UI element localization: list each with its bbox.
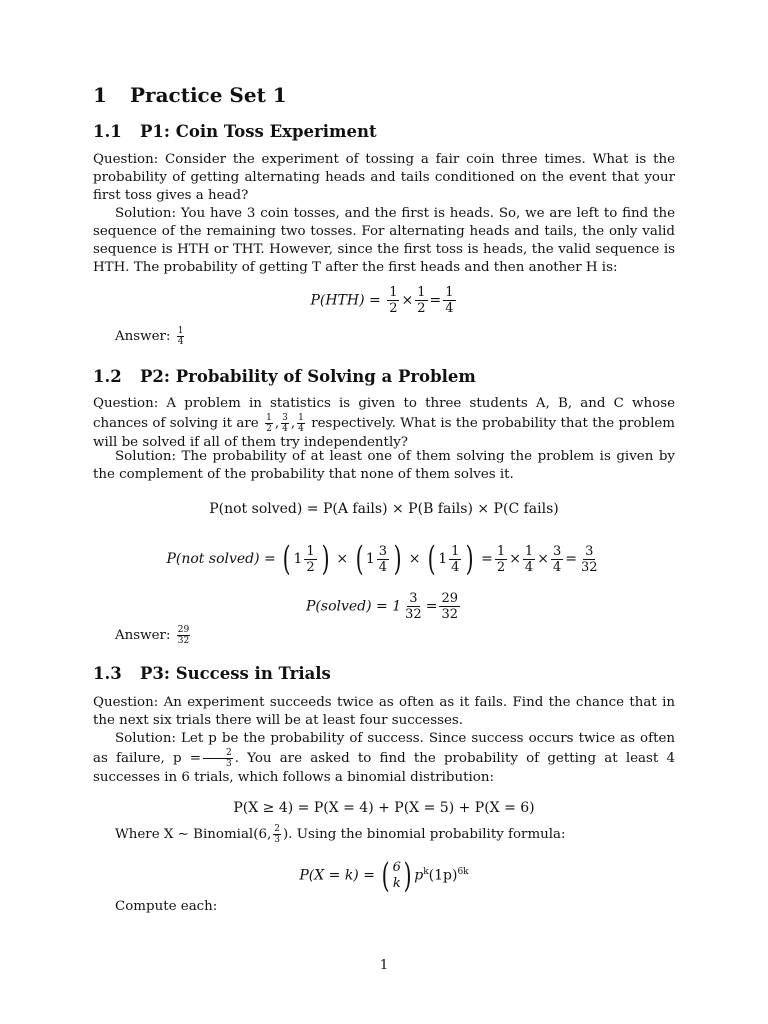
section-number: 1 bbox=[93, 83, 107, 107]
p3-solution bbox=[93, 730, 675, 787]
subsection-heading-p1 bbox=[93, 122, 377, 141]
solution-text: . You are asked to find the probability of getting at least 4 successes in 6 trials, which follows a binomial distribution: bbox=[93, 751, 675, 785]
question-text: respectively. What is the probability that the problem will be solved if all of them try independently? bbox=[93, 416, 675, 450]
exponent: 6k bbox=[457, 867, 469, 877]
p1-equation: P(HTH) = $\frac{1}{2}$ × $\frac{1}{2}$ = $\frac{1}{4}$ bbox=[310, 285, 454, 316]
p2-equation-2: P(not solved) = ( 1 $\frac{1}{2}$ ) × ( 1 $\frac{3}{4}$ ) × ( 1 $\frac{1}{4}$ ) = $\frac{1}{2}$ × $\frac{1}{4}$ × $\frac{3}{4}$ = $\frac{3}{32}$ bbox=[166, 539, 598, 579]
subsection-title: P1: Coin Toss Experiment bbox=[140, 122, 377, 141]
eq-lhs: P(solved) = 1 bbox=[306, 598, 402, 615]
eq-term: p bbox=[414, 867, 424, 884]
p2-equation-3: P(solved) = 1 $\frac{3}{32}$ = $\frac{29}{32}$ bbox=[306, 591, 458, 622]
answer-fraction: $\frac{1}{4}$ bbox=[177, 326, 184, 347]
fraction: $\frac{1}{2}$ bbox=[496, 543, 506, 575]
eq-lhs: P(X = k) = bbox=[299, 867, 375, 884]
fraction: $\frac{3}{4}$ bbox=[378, 543, 388, 575]
p1-solution: Solution: You have 3 coin tosses, and the first is heads. So, we are left to find the sequence of the remaining two tosses. For alternating heads and tails, the only valid sequence is HTH or THT. However, since the first toss is heads, the valid sequence is HTH. The probability of getting T after the first heads and then another H is: bbox=[93, 206, 675, 275]
answer-label: Answer: bbox=[115, 329, 171, 344]
fraction: $\frac{1}{4}$ bbox=[451, 543, 460, 575]
p3-compute bbox=[93, 898, 217, 916]
fraction: $\frac{1}{2}$ bbox=[389, 285, 398, 316]
subsection-heading-p2 bbox=[93, 367, 476, 386]
p1-answer bbox=[93, 326, 186, 347]
eq-lhs: P(HTH) = bbox=[310, 292, 381, 309]
fraction: $\frac{3}{4}$ bbox=[552, 543, 562, 575]
fraction: $\frac{1}{2}$ bbox=[306, 543, 315, 575]
p3-question: Question: An experiment succeeds twice as often as it fails. Find the chance that in the next six trials there will be at least four successes. bbox=[93, 695, 675, 728]
fraction: $\frac{1}{2}$ bbox=[266, 413, 272, 434]
p3-where bbox=[93, 824, 566, 845]
fraction: $\frac{2}{3}$ bbox=[274, 824, 280, 845]
section-title: Practice Set 1 bbox=[130, 83, 287, 107]
p2-solution: Solution: The probability of at least one of them solving the problem is given by the complement of the probability that none of them solves it. bbox=[93, 449, 675, 482]
fraction: $\frac{1}{4}$ bbox=[298, 413, 304, 434]
subsection-title: P2: Probability of Solving a Problem bbox=[140, 367, 476, 386]
fraction: $\frac{29}{32}$ bbox=[441, 591, 458, 622]
exponent: k bbox=[423, 867, 429, 877]
p2-question: Question: A problem in statistics is given to three students A, B, and C whose chances of solving it are $\frac{1}{2}$ , $\frac{3}{4}$ , $\frac{1}{4}$ respectively. What is the probability that the problem will be solved if all of them try independently? bbox=[93, 396, 675, 450]
p2-equation-1: P(not solved) = P(A fails) × P(B fails) × P(C fails) bbox=[209, 501, 559, 517]
p1-question: Question: Consider the experiment of tossing a fair coin three times. What is the probability of getting alternating heads and tails conditioned on the event that your first toss gives a head? bbox=[93, 152, 675, 203]
subsection-number: 1.3 bbox=[93, 664, 122, 683]
where-text: Where X ∼ Binomial(6, bbox=[115, 827, 272, 842]
fraction: $\frac{1}{4}$ bbox=[524, 543, 534, 575]
compute-text: Compute each: bbox=[115, 899, 218, 914]
question-text: Question: A problem in statistics is given to three students A, B, and C whose chances of solving it are bbox=[93, 396, 675, 431]
section-heading bbox=[93, 83, 287, 107]
binomial-coefficient: 6 k bbox=[392, 859, 401, 891]
p2-answer bbox=[93, 625, 192, 646]
fraction: $\frac{3}{32}$ bbox=[405, 591, 422, 622]
where-text: ). Using the binomial probability formula: bbox=[282, 827, 566, 842]
solution-text: Solution: Let p be the probability of success. Since success occurs twice as often as failure, p = bbox=[93, 731, 675, 766]
eq-term: (1p) bbox=[428, 867, 458, 884]
subsection-heading-p3 bbox=[93, 664, 331, 683]
fraction: $\frac{3}{32}$ bbox=[580, 543, 598, 575]
fraction: $\frac{1}{4}$ bbox=[445, 285, 454, 316]
subsection-number: 1.2 bbox=[93, 367, 122, 386]
subsection-title: P3: Success in Trials bbox=[140, 664, 331, 683]
p3-equation-2: P(X = k) = ( 6 k ) $p^k(1p)^{6k}$ bbox=[299, 855, 469, 896]
eq-lhs: P(not solved) = bbox=[166, 551, 276, 567]
fraction: $\frac{3}{4}$ bbox=[282, 413, 288, 434]
answer-fraction: $\frac{29}{32}$ bbox=[177, 625, 190, 646]
p3-equation-1: P(X ≥ 4) = P(X = 4) + P(X = 5) + P(X = 6) bbox=[233, 800, 535, 816]
fraction: $\frac{1}{2}$ bbox=[417, 285, 426, 316]
subsection-number: 1.1 bbox=[93, 122, 122, 141]
answer-label: Answer: bbox=[115, 628, 171, 643]
page-number: 1 bbox=[379, 958, 389, 973]
fraction: $\frac{2}{3}$ bbox=[203, 748, 233, 769]
